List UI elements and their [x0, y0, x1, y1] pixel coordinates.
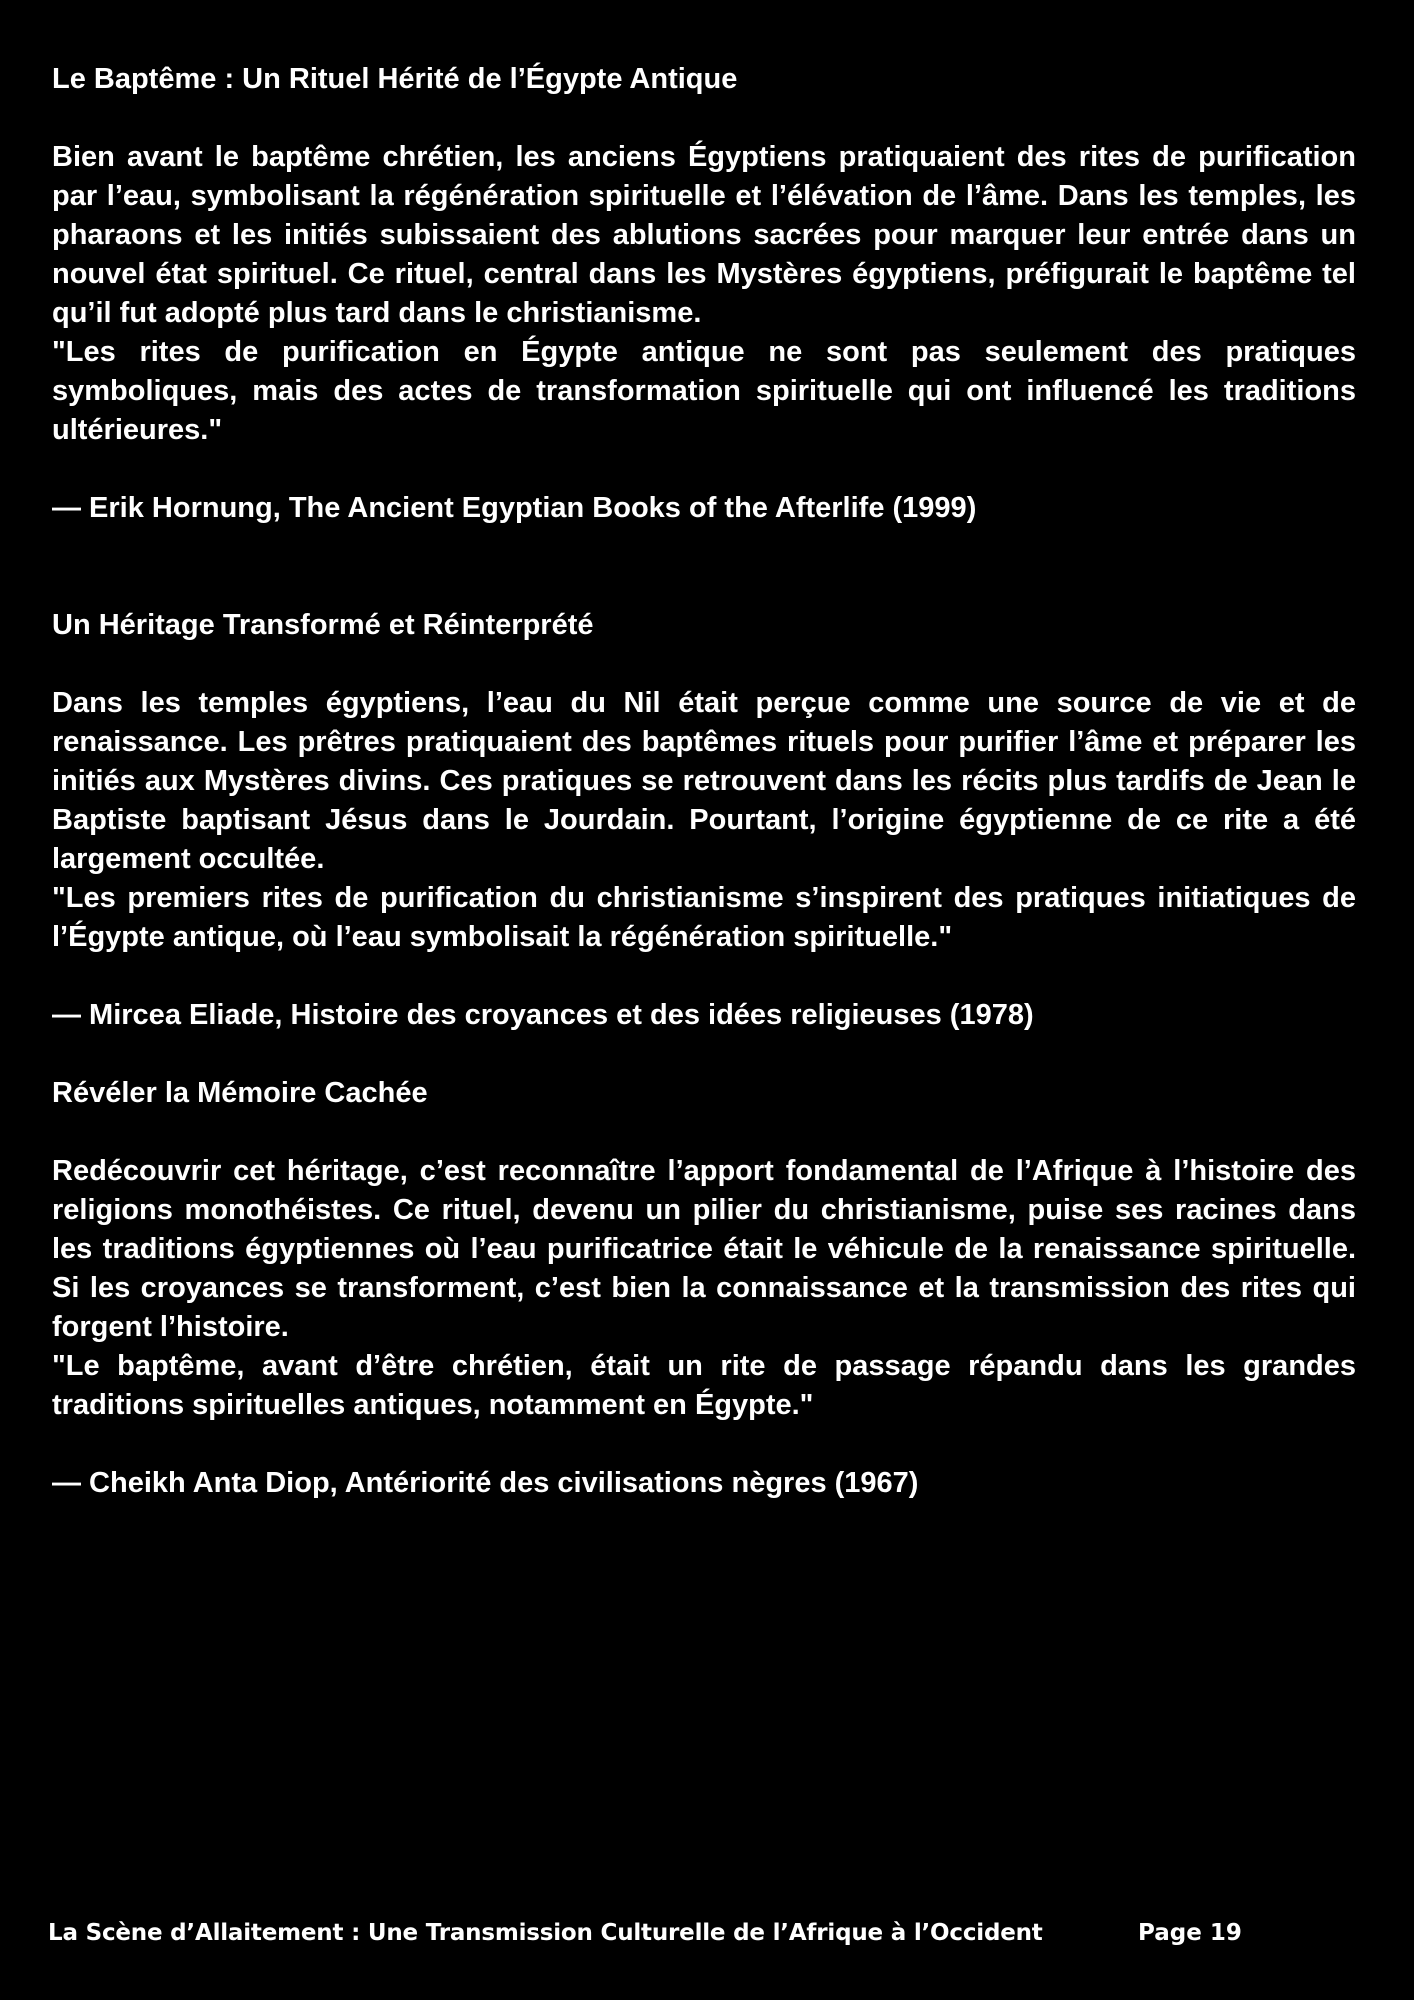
spacer [52, 1113, 1356, 1152]
section-body: Dans les temples égyptiens, l’eau du Nil était perçue comme une source de vie et de renaissance. Les prêtres pratiquaient des baptêmes rituels pour purifier l’âme et préparer les initiés aux Mystères divins. Ces pratiques se retrouvent dans les récits plus tardifs de Jean le Baptiste baptisant Jésus dans le Jourdain. Pourtant, l’origine égyptienne de ce rite a été largement occultée. [52, 687, 1356, 875]
section-body: Bien avant le baptême chrétien, les anciens Égyptiens pratiquaient des rites de purification par l’eau, symbolisant la régénération spirituelle et l’élévation de l’âme. Dans les temples, les pharaons et les initiés subissaient des ablutions sacrées pour marquer leur entrée dans un nouvel état spirituel. Ce rituel, central dans les Mystères égyptiens, préfigurait le baptême tel qu’il fut adopté plus tard dans le christianisme. [52, 141, 1356, 329]
spacer [52, 1425, 1356, 1464]
section-quote: "Le baptême, avant d’être chrétien, était un rite de passage répandu dans les grandes traditions spirituelles antiques, notamment en Égypte." [52, 1350, 1356, 1421]
spacer [52, 528, 1356, 606]
page-number: Page 19 [1138, 1920, 1242, 1946]
quote-attribution: — Erik Hornung, The Ancient Egyptian Books of the Afterlife (1999) [52, 492, 977, 524]
spacer [52, 645, 1356, 684]
quote-attribution: — Mircea Eliade, Histoire des croyances et des idées religieuses (1978) [52, 999, 1034, 1031]
section-heritage [52, 606, 1356, 1035]
section-heading: Révéler la Mémoire Cachée [52, 1077, 428, 1109]
section-heading: Un Héritage Transformé et Réinterprété [52, 609, 594, 641]
section-bapteme [52, 60, 1356, 528]
section-heading: Le Baptême : Un Rituel Hérité de l’Égypte Antique [52, 63, 738, 95]
section-quote: "Les premiers rites de purification du christianisme s’inspirent des pratiques initiatiques de l’Égypte antique, où l’eau symbolisait la régénération spirituelle." [52, 882, 1356, 953]
page-content [52, 60, 1356, 1503]
spacer [52, 1035, 1356, 1074]
spacer [52, 450, 1356, 489]
section-body: Redécouvrir cet héritage, c’est reconnaître l’apport fondamental de l’Afrique à l’histoire des religions monothéistes. Ce rituel, devenu un pilier du christianisme, puise ses racines dans les traditions égyptiennes où l’eau purificatrice était le véhicule de la renaissance spirituelle. Si les croyances se transforment, c’est bien la connaissance et la transmission des rites qui forgent l’histoire. [52, 1155, 1356, 1343]
page-footer [48, 1916, 1242, 1950]
footer-book-title: La Scène d’Allaitement : Une Transmission Culturelle de l’Afrique à l’Occident [48, 1920, 1043, 1946]
section-quote: "Les rites de purification en Égypte antique ne sont pas seulement des pratiques symboliques, mais des actes de transformation spirituelle qui ont influencé les traditions ultérieures." [52, 336, 1356, 446]
spacer [52, 957, 1356, 996]
section-memoire [52, 1074, 1356, 1503]
quote-attribution: — Cheikh Anta Diop, Antériorité des civilisations nègres (1967) [52, 1467, 919, 1499]
spacer [52, 99, 1356, 138]
